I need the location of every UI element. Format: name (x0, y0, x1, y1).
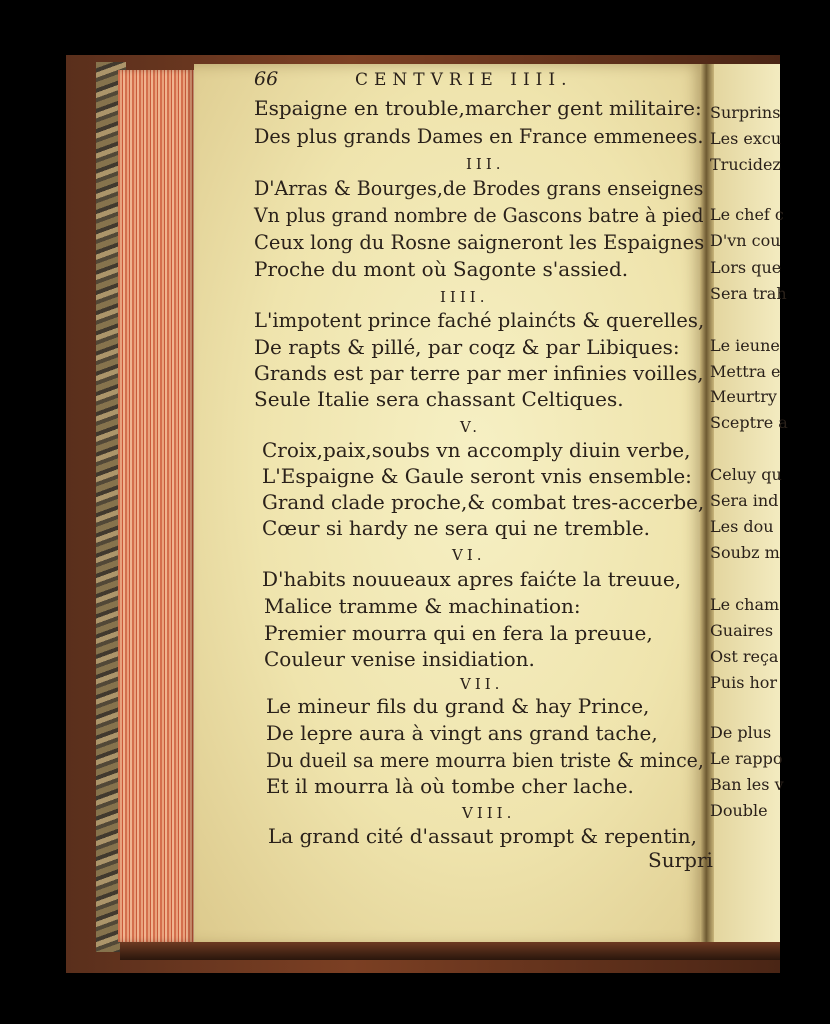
page-fore-edge (118, 70, 194, 942)
verse-line: Cœur si hardy ne sera qui ne tremble. (262, 516, 651, 540)
right-page-fragment: Ban les v (710, 775, 784, 794)
right-page-fragment: Lors que (710, 258, 782, 277)
right-page-fragment: Le ieune (710, 336, 780, 355)
verse-line: De rapts & pillé, par coqz & par Libiques: (254, 335, 680, 359)
right-page-fragment: Le rappo (710, 749, 783, 768)
quatrain-number: III. (466, 155, 505, 173)
verse-line: Grand clade proche,& combat tres-accerbe, (262, 490, 705, 514)
right-page-fragment: Le chef c (710, 205, 784, 224)
verse-line: Espaigne en trouble,marcher gent militaire: (254, 96, 702, 120)
quatrain-number: V. (460, 418, 481, 436)
verse-line: Couleur venise insidiation. (264, 647, 535, 671)
quatrain-number: IIII. (440, 288, 489, 306)
quatrain-number: VIII. (462, 804, 516, 822)
right-page-fragment: D'vn cou (710, 231, 781, 250)
verse-line: Proche du mont où Sagonte s'assied. (254, 257, 629, 281)
right-page-fragment: Sera ind (710, 491, 779, 510)
right-page-fragment: Sceptre a (710, 413, 788, 432)
right-page-fragment: Double (710, 801, 768, 820)
quatrain-number: VI. (452, 546, 486, 564)
verse-line: Grands est par terre par mer infinies voilles, (254, 361, 704, 385)
verse-line: Seule Italie sera chassant Celtiques. (254, 387, 624, 411)
running-head: CENTVRIE IIII. (355, 70, 573, 90)
verse-line: D'habits nouueaux apres faićte la treuue, (262, 567, 682, 591)
verse-line: Du dueil sa mere mourra bien triste & mince, (266, 748, 704, 772)
verse-line: Ceux long du Rosne saigneront les Espaignes (254, 230, 705, 254)
verse-line: Des plus grands Dames en France emmenees. (254, 124, 704, 148)
verse-line: L'Espaigne & Gaule seront vnis ensemble: (262, 464, 692, 488)
verse-line: D'Arras & Bourges,de Brodes grans enseignes (254, 176, 704, 200)
quatrain-number: VII. (460, 675, 504, 693)
right-page-fragment: Ost reça (710, 647, 779, 666)
book-bottom-edge (120, 942, 780, 960)
right-page-fragment: Puis hor (710, 673, 778, 692)
right-page-fragment: Sera trah (710, 284, 787, 303)
right-page-fragment: Mettra e (710, 362, 781, 381)
verse-line: Malice tramme & machination: (264, 594, 581, 618)
page-number: 66 (254, 68, 279, 90)
catchword: Surpri (648, 848, 713, 872)
verse-line: Croix,paix,soubs vn accomply diuin verbe, (262, 438, 691, 462)
right-page-fragment: Surprins (710, 103, 781, 122)
verse-line: De lepre aura à vingt ans grand tache, (266, 721, 658, 745)
right-page-fragment: Les dou (710, 517, 774, 536)
verse-line: La grand cité d'assaut prompt & repentin, (268, 824, 697, 848)
right-page-fragment: De plus (710, 723, 772, 742)
verse-line: L'impotent prince faché plainćts & querelles, (254, 308, 705, 332)
verse-line: Vn plus grand nombre de Gascons batre à pied (254, 203, 704, 227)
right-page-fragment: Les excu (710, 129, 782, 148)
right-page-fragment: Celuy qu (710, 465, 782, 484)
verse-line: Premier mourra qui en fera la preuue, (264, 621, 653, 645)
right-page-fragment: Meurtry (710, 387, 777, 406)
right-page-fragment: Trucidez (710, 155, 781, 174)
right-page-fragment: Soubz m (710, 543, 780, 562)
verse-line: Le mineur fils du grand & hay Prince, (266, 694, 650, 718)
verse-line: Et il mourra là où tombe cher lache. (266, 774, 634, 798)
right-page-fragment: Le cham (710, 595, 780, 614)
right-page-fragment: Guaires (710, 621, 774, 640)
